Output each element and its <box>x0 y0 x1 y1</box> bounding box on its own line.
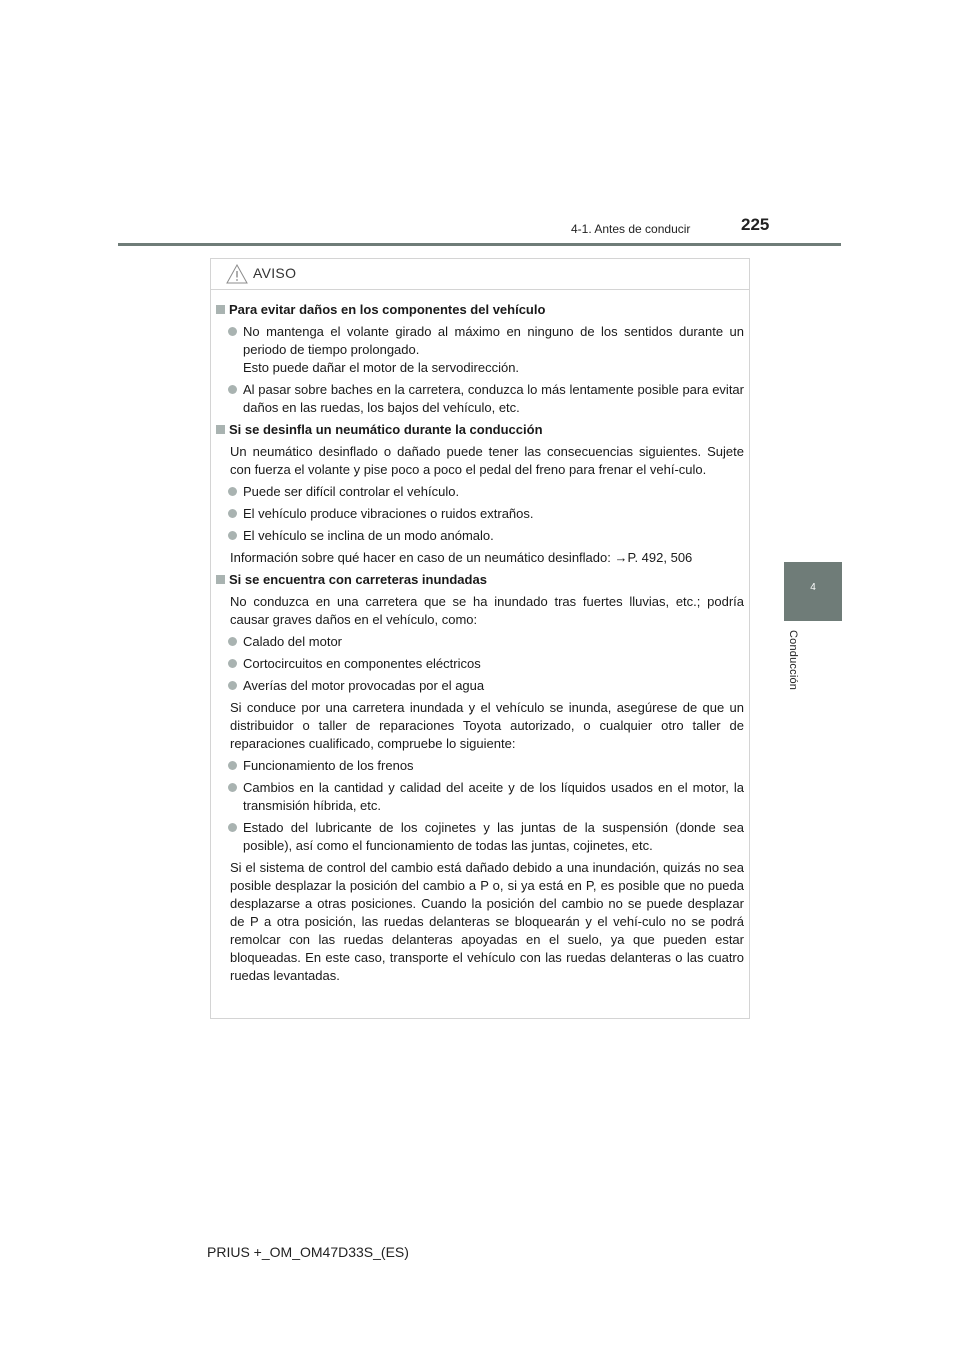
list-item: Al pasar sobre baches en la carretera, conduzca lo más lentamente posible para evitar daños en las ruedas, los bajos del vehículo, etc. <box>216 381 744 417</box>
list-item-text: Esto puede dañar el motor de la servodirección. <box>243 360 520 375</box>
list-item: Funcionamiento de los frenos <box>216 757 744 775</box>
chapter-label: Conducción <box>787 630 799 691</box>
paragraph: No conduzca en una carretera que se ha inundado tras fuertes lluvias, etc.; podría causar graves daños en el vehículo, como: <box>230 594 744 627</box>
list-item: Cambios en la cantidad y calidad del aceite y de los líquidos usados en el motor, la transmisión híbrida, etc. <box>216 779 744 815</box>
header-rule <box>118 243 841 246</box>
list-item: Averías del motor provocadas por el agua <box>216 677 744 695</box>
page-reference: Información sobre qué hacer en caso de un neumático desinflado: →P. 492, 506 <box>230 550 693 565</box>
document-code: PRIUS +_OM_OM47D33S_(ES) <box>207 1244 409 1260</box>
paragraph: Si el sistema de control del cambio está dañado debido a una inundación, quizás no sea posible desplazar la posición del cambio a P o, si ya está en P, es posible que no pueda desplazarse a otras posiciones. Cuando la posición del cambio no se puede desplazar de P a otra posición, las ruedas delanteras se bloquearán y el vehí-culo no se podrá remolcar con las ruedas delanteras apoyadas en el suelo, ya que pueden estar bloqueadas. En este caso, transporte el vehículo con las ruedas delanteras o las cuatro ruedas levantadas. <box>230 860 744 983</box>
section-heading: Si se desinfla un neumático durante la conducción <box>216 421 744 439</box>
chapter-tab <box>784 562 842 621</box>
list-item: Cortocircuitos en componentes eléctricos <box>216 655 744 673</box>
list-item: Estado del lubricante de los cojinetes y las juntas de la suspensión (donde sea posible), así como el funcionamiento de todas las juntas, cojinetes, etc. <box>216 819 744 855</box>
section-title: 4-1. Antes de conducir <box>571 222 691 236</box>
list-item: Calado del motor <box>216 633 744 651</box>
list-item: Puede ser difícil controlar el vehículo. <box>216 483 744 501</box>
list-item <box>216 323 744 377</box>
list-item: El vehículo se inclina de un modo anómalo. <box>216 527 744 545</box>
warning-body <box>216 301 744 989</box>
list-item-text: No mantenga el volante girado al máximo en ninguno de los sentidos durante un periodo de tiempo prolongado. <box>243 324 744 357</box>
list-item: El vehículo produce vibraciones o ruidos extraños. <box>216 505 744 523</box>
warning-title: AVISO <box>253 265 297 281</box>
warning-box <box>210 258 750 1019</box>
section-heading: Si se encuentra con carreteras inundadas <box>216 571 744 589</box>
chapter-number: 4 <box>810 582 816 593</box>
paragraph: Si conduce por una carretera inundada y el vehículo se inunda, asegúrese de que un distribuidor o taller de reparaciones Toyota autorizado, o cualquier otro taller de reparaciones cualificado, compruebe lo siguiente: <box>230 700 744 751</box>
warning-header <box>211 259 749 290</box>
paragraph: Un neumático desinflado o dañado puede tener las consecuencias siguientes. Sujete con fuerza el volante y pise poco a poco el pedal del freno para frenar el vehí-culo. <box>230 444 744 477</box>
warning-triangle-icon <box>226 264 248 284</box>
page-number: 225 <box>741 215 770 234</box>
section-heading: Para evitar daños en los componentes del vehículo <box>216 301 744 319</box>
